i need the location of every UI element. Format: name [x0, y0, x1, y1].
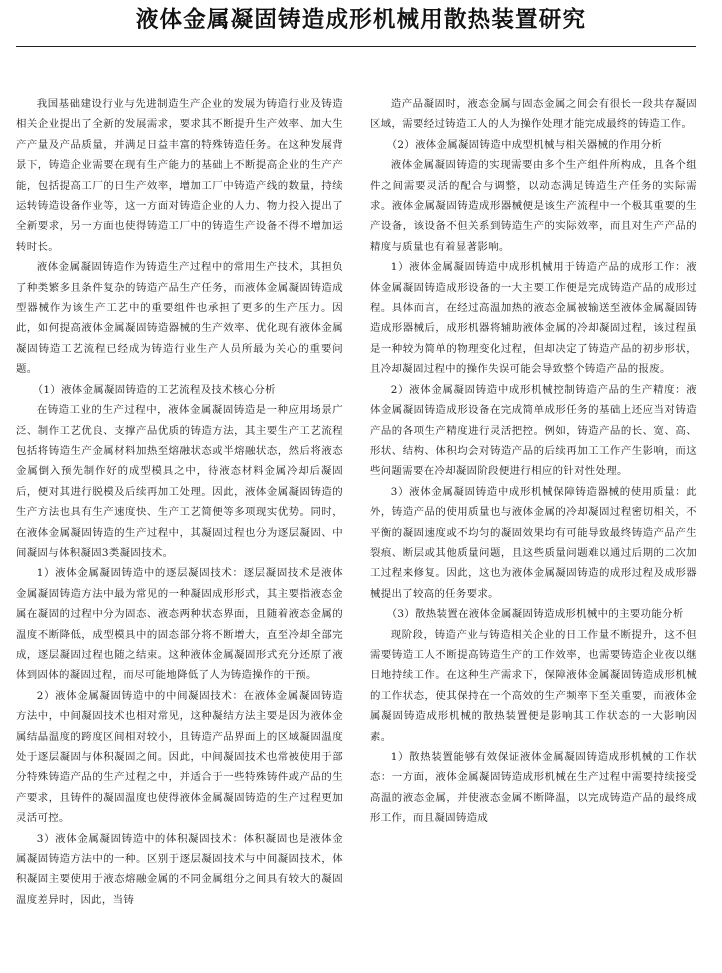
- section-heading: （1）液体金属凝固铸造的工艺流程及技术核心分析: [32, 383, 276, 396]
- title-divider: [16, 46, 696, 47]
- paragraph: 3）液体金属凝固铸造中成形机械保障铸造器械的使用质量：此外，铸造产品的使用质量也与液体金属的冷却凝固过程密切相关，不平衡的凝固速度或不均匀的凝固效果均有可能导致最终铸造产品产生裂痕、断层或其他质量问题，且这些质量问题难以通过后期的二次加工过程来修复。因此，这也为液体金属凝固铸造的成形过程及成形器械提出了较高的任务要求。: [370, 485, 697, 600]
- paragraph: 1）散热装置能够有效保证液体金属凝固铸造成形机械的工作状态：一方面，液体金属凝固铸造成形机械在生产过程中需要持续接受高温的液态金属，并使液态金属不断降温，以完成铸造产品的最终成形工作，而且凝固铸造成: [370, 751, 697, 825]
- paragraph: 液体金属凝固铸造作为铸造生产过程中的常用生产技术，其担负了种类繁多且条件复杂的铸造产品生产任务，而液体金属凝固铸造成型器械作为该生产工艺中的重要组件也承担了更多的生产压力。因此，如何提高液体金属凝固铸造器械的生产效率、优化现有液体金属凝固铸造工艺流程已经成为铸造行业生产人员所最为关心的重要问题。: [16, 261, 343, 376]
- paragraph: 液体金属凝固铸造的实现需要由多个生产组件所构成，且各个组件之间需要灵活的配合与调整，以动态满足铸造生产任务的实际需求。液体金属凝固铸造成形器械便是该生产流程中一个极其重要的生产设备，该设备不但关系到铸造生产的实际效率，而且对生产产品的精度与质量也有着显著影响。: [370, 159, 697, 253]
- paragraph: 2）液体金属凝固铸造中成形机械控制铸造产品的生产精度：液体金属凝固铸造成形设备在完成简单成形任务的基础上还应当对铸造产品的各项生产精度进行灵活把控。例如，铸造产品的长、宽、高、形状、结构、体积均会对铸造产品的后续再加工工作产生影响，而这些问题需要在冷却凝固阶段便进行相应的针对性处理。: [370, 383, 697, 478]
- paragraph: 在铸造工业的生产过程中，液体金属凝固铸造是一种应用场景广泛、制作工艺优良、支撑产品优质的铸造方法，其主要生产工艺流程包括将铸造生产金属材料加热至熔融状态或半熔融状态，然后将液态金属倒入预先制作好的成型模具之中，待液态材料金属冷却后凝固后，便对其进行脱模及后续再加工处理。因此，液体金属凝固铸造的生产方法也具有生产速度快、生产工艺简便等多项现实优势。同时，在液体金属凝固铸造的生产过程中，其凝固过程也分为逐层凝固、中间凝固与体积凝固3类凝固技术。: [16, 404, 343, 559]
- paragraph: 3）液体金属凝固铸造中的体积凝固技术：体积凝固也是液体金属凝固铸造方法中的一种。区别于逐层凝固技术与中间凝固技术，体积凝固主要使用于液态熔融金属的不同金属组分之间具有较大的凝固温度差异时，因此，当铸: [16, 832, 343, 906]
- paragraph: 1）液体金属凝固铸造中的逐层凝固技术：逐层凝固技术是液体金属凝固铸造方法中最为常见的一种凝固成形形式，其主要指液态金属在凝固的过程中分为固态、液态两种状态界面，且随着液态金属的温度不断降低，成型模具中的固态部分将不断增大，直至冷却全部完成，逐层凝固过程也随之结束。这种液体金属凝固形式充分还原了液体到固体的凝固过程，而尽可能地降低了人为铸造操作的干预。: [16, 567, 343, 682]
- right-column: [370, 94, 697, 973]
- paragraph: 2）液体金属凝固铸造中的中间凝固技术：在液体金属凝固铸造方法中，中间凝固技术也相对常见，这种凝结方法主要是因为液体金属结晶温度的跨度区间相对较小，且铸造产品界面上的区域凝固温度处于逐层凝固与体积凝固之间。因此，中间凝固技术也常被使用于部分特殊铸造产品的生产过程之中，并适合于一些特殊铸件或产品的生产要求，且铸件的凝固温度也使得液体金属凝固铸造的生产过程更加灵活可控。: [16, 689, 343, 825]
- section-heading: （2）液体金属凝固铸造中成型机械与相关器械的作用分析: [386, 138, 663, 151]
- left-column: [16, 94, 343, 973]
- paragraph: 1）液体金属凝固铸造中成形机械用于铸造产品的成形工作：液体金属凝固铸造成形设备的一大主要工作便是完成铸造产品的成形过程。具体而言，在经过高温加热的液态金属被输送至液体金属凝固铸造成形器械后，成形机器将辅助液体金属的冷却凝固过程，该过程虽是一种较为简单的物理变化过程，但却决定了铸造产品的初步形状，且冷却凝固过程中的操作失误可能会导致整个铸造产品的报废。: [370, 261, 697, 376]
- paragraph: 造产品凝固时，液态金属与固态金属之间会有很长一段共存凝固区域，需要经过铸造工人的人为操作处理才能完成最终的铸造工作。: [370, 98, 697, 131]
- paragraph: 我国基础建设行业与先进制造生产企业的发展为铸造行业及铸造相关企业提出了全新的发展需求，要求其不断提升生产效率、加大生产产量及产品质量，并满足日益丰富的特殊铸造任务。在这种发展背景下，铸造企业需要在现有生产能力的基础上不断提高企业的生产产能，包括提高工厂的日生产效率，增加工厂中铸造产线的数量，持续运转铸造设备作业等，这一方面对铸造企业的人力、物力投入提出了全新要求，另一方面也使得铸造工厂中的铸造生产设备不得不增加运转时长。: [16, 98, 343, 253]
- paragraph: 现阶段，铸造产业与铸造相关企业的日工作量不断提升，这不但需要铸造工人不断提高铸造生产的工作效率，也需要铸造企业夜以继日地持续工作。在这种生产需求下，保障液体金属凝固铸造成形机械的工作状态，使其保持在一个高效的生产频率下至关重要，而液体金属凝固铸造成形机械的散热装置便是影响其工作状态的一大影响因素。: [370, 628, 697, 743]
- section-heading: （3）散热装置在液体金属凝固铸造成形机械中的主要功能分析: [386, 608, 684, 621]
- page-title: 液体金属凝固铸造成形机械用散热装置研究: [135, 7, 587, 33]
